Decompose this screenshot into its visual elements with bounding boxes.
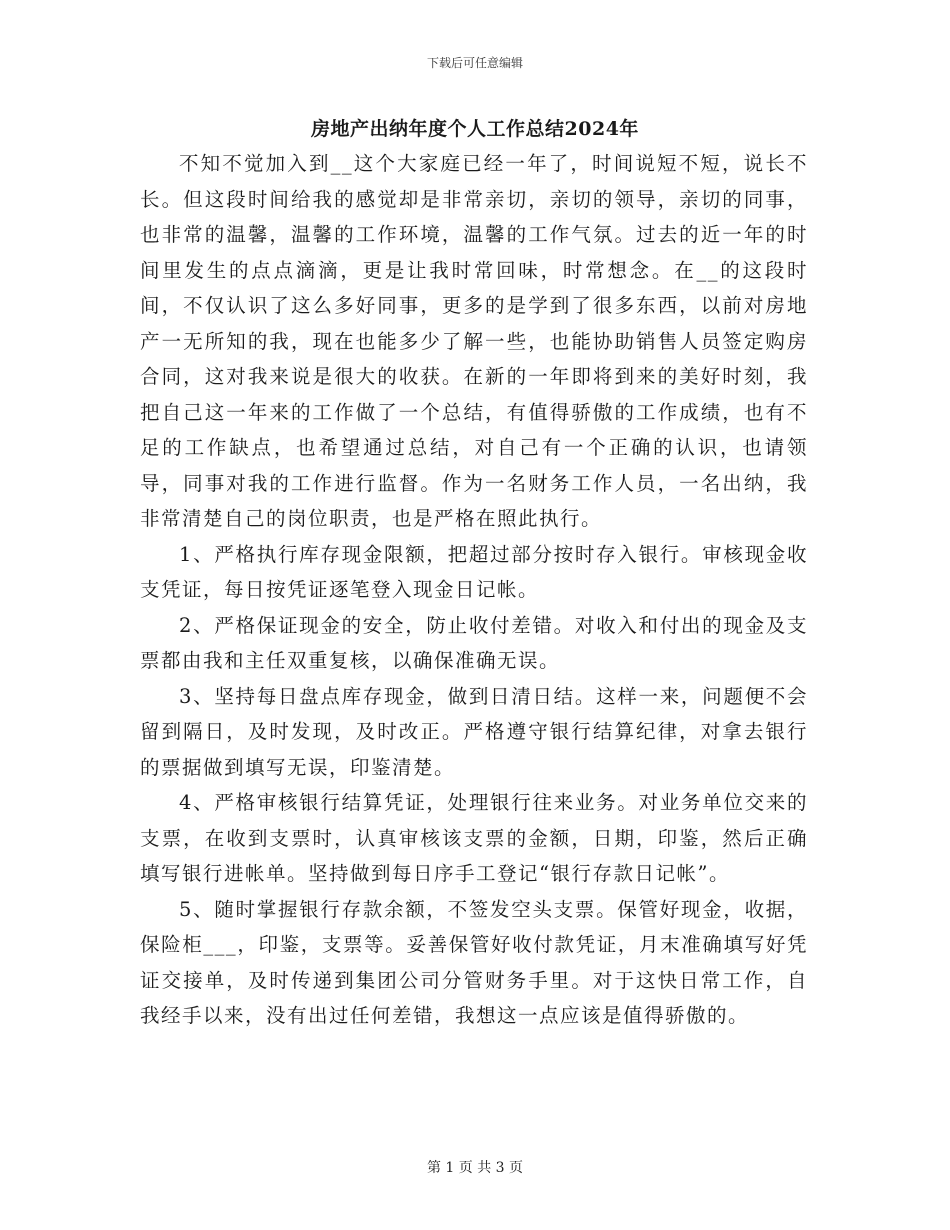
document-title: 房地产出纳年度个人工作总结2024年 bbox=[311, 118, 639, 140]
item-paragraph-2: 2、严格保证现金的安全，防止收付差错。对收入和付出的现金及支票都由我和主任双重复核，以确保准确无误。 bbox=[140, 613, 808, 672]
intro-paragraph: 不知不觉加入到__这个大家庭已经一年了，时间说短不短，说长不长。但这段时间给我的感觉却是非常亲切，亲切的领导，亲切的同事，也非常的温馨，温馨的工作环境，温馨的工作气氛。过去的近一年的时间里发生的点点滴滴，更是让我时常回味，时常想念。在__的这段时间，不仅认识了这么多好同事，更多的是学到了很多东西，以前对房地产一无所知的我，现在也能多少了解一些，也能协助销售人员签定购房合同，这对我来说是很大的收获。在新的一年即将到来的美好时刻，我把自己这一年来的工作做了一个总结，有值得骄傲的工作成绩，也有不足的工作缺点，也希望通过总结，对自己有一个正确的认识，也请领导，同事对我的工作进行监督。作为一名财务工作人员，一名出纳，我非常清楚自己的岗位职责，也是严格在照此执行。 bbox=[140, 152, 808, 530]
page-number-footer: 第 1 页 共 3 页 bbox=[426, 1160, 524, 1176]
item-paragraph-3: 3、坚持每日盘点库存现金，做到日清日结。这样一来，问题便不会留到隔日，及时发现，及时改正。严格遵守银行结算纪律，对拿去银行的票据做到填写无误，印鉴清楚。 bbox=[140, 684, 808, 779]
document-body bbox=[140, 146, 808, 1034]
item-paragraph-4: 4、严格审核银行结算凭证，处理银行往来业务。对业务单位交来的支票，在收到支票时，认真审核该支票的金额，日期，印鉴，然后正确填写银行进帐单。坚持做到每日序手工登记“银行存款日记帐”。 bbox=[140, 791, 808, 885]
item-paragraph-1: 1、严格执行库存现金限额，把超过部分按时存入银行。审核现金收支凭证，每日按凭证逐笔登入现金日记帐。 bbox=[140, 542, 808, 601]
item-paragraph-5: 5、随时掌握银行存款余额，不签发空头支票。保管好现金，收据，保险柜___，印鉴，支票等。妥善保管好收付款凭证，月末准确填写好凭证交接单，及时传递到集团公司分管财务手里。对于这快日常工作，自我经手以来，没有出过任何差错，我想这一点应该是值得骄傲的。 bbox=[140, 897, 808, 1027]
header-note: 下载后可任意编辑 bbox=[426, 56, 523, 70]
